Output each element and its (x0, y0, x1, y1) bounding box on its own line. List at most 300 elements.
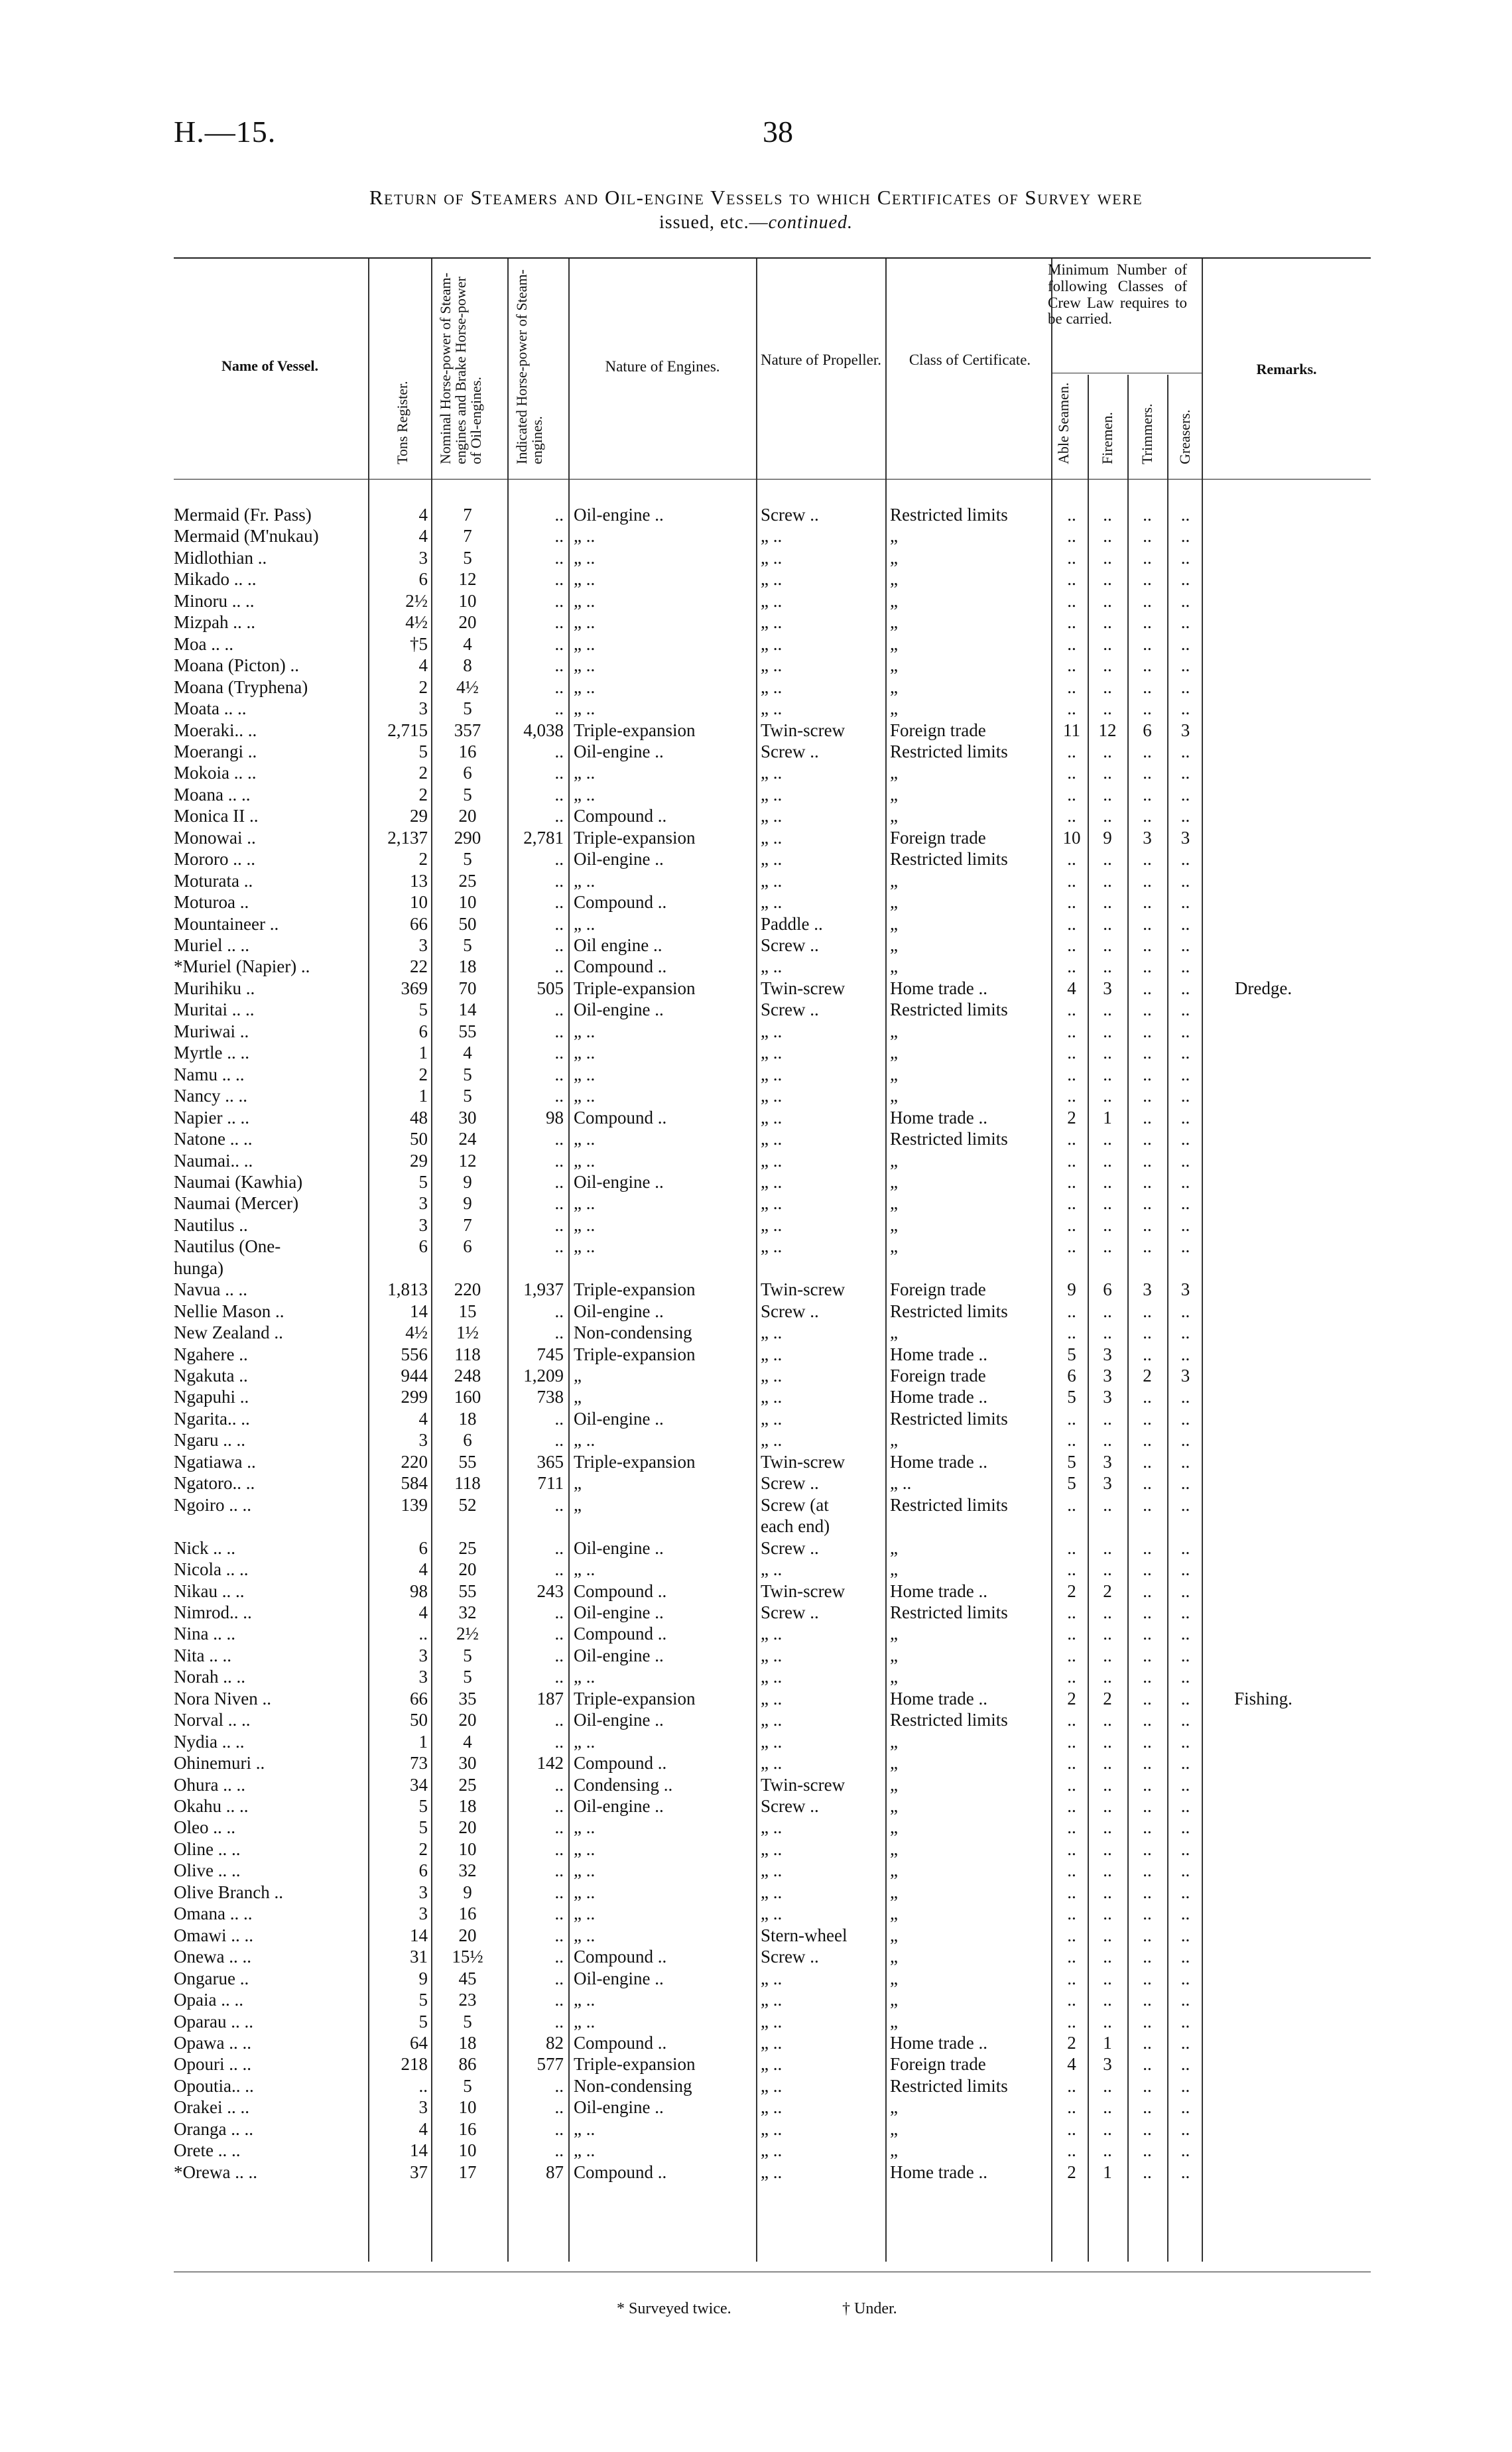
able-seamen-cell: .. (1067, 956, 1076, 977)
nature-of-propeller-cell: „ .. (761, 849, 783, 870)
indicated-horse-power-cell: .. (554, 1882, 564, 1902)
able-seamen-cell: 9 (1067, 1279, 1076, 1300)
trimmers-cell: .. (1143, 1817, 1152, 1838)
table-row (0, 1709, 1512, 1730)
firemen-cell: .. (1103, 1408, 1112, 1429)
tons-register-cell: 4 (418, 526, 428, 547)
able-seamen-cell: .. (1067, 655, 1076, 676)
trimmers-cell: .. (1143, 1387, 1152, 1407)
nature-of-propeller-cell: „ .. (761, 1086, 783, 1106)
nominal-horse-power-cell: 9 (463, 1882, 472, 1902)
greasers-cell: .. (1180, 806, 1190, 826)
indicated-horse-power-cell: .. (554, 1710, 564, 1730)
class-of-certificate-cell: Restricted limits (890, 1301, 1008, 1321)
greasers-cell: .. (1180, 1473, 1190, 1494)
greasers-cell: .. (1180, 526, 1190, 547)
nature-of-propeller-cell: „ .. (761, 1387, 783, 1407)
class-of-certificate-cell: „ (890, 677, 898, 697)
table-row (0, 1085, 1512, 1106)
vessel-name-cell: Omana .. .. (174, 1904, 253, 1924)
firemen-cell: .. (1103, 1947, 1112, 1967)
tons-register-cell: 5 (418, 1000, 428, 1020)
indicated-horse-power-cell: .. (554, 1150, 564, 1171)
tons-register-cell: 4 (418, 655, 428, 676)
vessel-name-cell: Nimrod.. .. (174, 1602, 252, 1622)
indicated-horse-power-cell: .. (554, 1774, 564, 1795)
trimmers-cell: .. (1143, 1645, 1152, 1665)
indicated-horse-power-cell: .. (554, 1408, 564, 1429)
nature-of-engines-cell: „ .. (574, 1086, 596, 1106)
nature-of-propeller-cell: „ .. (761, 2162, 783, 2182)
class-of-certificate-cell: „ (890, 1214, 898, 1235)
vessel-name-cell: Minoru .. .. (174, 590, 255, 611)
vessel-name-cell: Ongarue .. (174, 1968, 249, 1988)
firemen-cell: .. (1103, 1667, 1112, 1687)
class-of-certificate-cell: „ (890, 1537, 898, 1558)
greasers-cell: .. (1180, 1064, 1190, 1084)
trimmers-cell: .. (1143, 1710, 1152, 1730)
trimmers-cell: .. (1143, 741, 1152, 761)
tons-register-cell: 50 (410, 1710, 428, 1730)
class-of-certificate-cell: „ (890, 1645, 898, 1665)
vessel-name-cell: Nautilus (One- (174, 1236, 281, 1257)
able-seamen-cell: 4 (1067, 2054, 1076, 2075)
col-head-trimmers: Trimmers. (1139, 403, 1155, 464)
firemen-cell: .. (1103, 1236, 1112, 1257)
class-of-certificate-cell: Restricted limits (890, 1710, 1008, 1730)
class-of-certificate-cell: „ (890, 526, 898, 547)
col-head-certificate: Class of Certificate. (909, 352, 1031, 368)
greasers-cell: .. (1180, 1537, 1190, 1558)
able-seamen-cell: .. (1067, 1882, 1076, 1902)
greasers-cell: .. (1180, 1129, 1190, 1149)
trimmers-cell: .. (1143, 526, 1152, 547)
tons-register-cell: 22 (410, 956, 428, 977)
col-head-indicated-text: Indicated Horse-power of Steam-engines. (513, 269, 546, 464)
nature-of-propeller-cell: „ .. (761, 892, 783, 913)
nominal-horse-power-cell: 220 (454, 1279, 481, 1300)
table-row (0, 1429, 1512, 1451)
indicated-horse-power-cell: 98 (546, 1107, 564, 1128)
indicated-horse-power-cell: .. (554, 1129, 564, 1149)
nominal-horse-power-cell: 30 (458, 1107, 477, 1128)
firemen-cell: .. (1103, 1150, 1112, 1171)
table-row (0, 935, 1512, 956)
tons-register-cell: 1 (418, 1086, 428, 1106)
class-of-certificate-cell: „ (890, 892, 898, 913)
able-seamen-cell: .. (1067, 569, 1076, 590)
tons-register-cell: 6 (418, 1537, 428, 1558)
table-row (0, 1279, 1512, 1300)
greasers-cell: .. (1180, 2140, 1190, 2161)
vessel-name-cell: Ngapuhi .. (174, 1387, 249, 1407)
vessel-name-cell: Ohinemuri .. (174, 1753, 265, 1774)
table-row (0, 870, 1512, 891)
trimmers-cell: .. (1143, 1430, 1152, 1451)
trimmers-cell: .. (1143, 1236, 1152, 1257)
able-seamen-cell: .. (1067, 1193, 1076, 1214)
class-of-certificate-cell: „ (890, 1753, 898, 1774)
class-of-certificate-cell: „ (890, 569, 898, 590)
nature-of-propeller-cell: Screw .. (761, 505, 819, 525)
able-seamen-cell: .. (1067, 1236, 1076, 1257)
greasers-cell: .. (1180, 1387, 1190, 1407)
table-row (0, 762, 1512, 783)
tons-register-cell: 944 (401, 1366, 428, 1386)
table-row (0, 1839, 1512, 1860)
page-header-ref: H.—15. (174, 115, 277, 149)
greasers-cell: .. (1180, 1494, 1190, 1515)
greasers-cell: 3 (1180, 1279, 1190, 1300)
tons-register-cell: 3 (418, 935, 428, 955)
tons-register-cell: 3 (418, 1645, 428, 1665)
firemen-cell: .. (1103, 1214, 1112, 1235)
nominal-horse-power-cell: 9 (463, 1193, 472, 1214)
class-of-certificate-cell: „ (890, 1193, 898, 1214)
nature-of-engines-cell: Triple-expansion (574, 1344, 696, 1364)
indicated-horse-power-cell: .. (554, 1602, 564, 1622)
trimmers-cell: .. (1143, 1301, 1152, 1321)
table-row (0, 2118, 1512, 2140)
nominal-horse-power-cell: 17 (458, 2162, 477, 2182)
trimmers-cell: 3 (1143, 827, 1152, 848)
greasers-cell: .. (1180, 1710, 1190, 1730)
greasers-cell: .. (1180, 2032, 1190, 2053)
header-top-rule (174, 257, 1371, 259)
vessel-name-cell: Murihiku .. (174, 978, 255, 998)
tons-register-cell: 2 (418, 849, 428, 870)
nominal-horse-power-cell: 9 (463, 1171, 472, 1192)
greasers-cell: .. (1180, 1753, 1190, 1774)
trimmers-cell: .. (1143, 913, 1152, 934)
indicated-horse-power-cell: .. (554, 1925, 564, 1945)
able-seamen-cell: .. (1067, 1171, 1076, 1192)
class-of-certificate-cell: Home trade .. (890, 1688, 987, 1709)
tons-register-cell: 220 (401, 1451, 428, 1472)
firemen-cell: .. (1103, 892, 1112, 913)
trimmers-cell: .. (1143, 1408, 1152, 1429)
firemen-cell: .. (1103, 2075, 1112, 2096)
able-seamen-cell: .. (1067, 677, 1076, 697)
class-of-certificate-cell: Foreign trade (890, 1366, 986, 1386)
footnote-under: † Under. (842, 2300, 897, 2317)
firemen-cell: .. (1103, 913, 1112, 934)
nature-of-propeller-cell: „ .. (761, 2075, 783, 2096)
vessel-name-cell: *Orewa .. .. (174, 2162, 257, 2182)
table-row (0, 698, 1512, 719)
table-row (0, 1064, 1512, 1085)
nominal-horse-power-cell: 18 (458, 1796, 477, 1816)
greasers-cell: .. (1180, 1214, 1190, 1235)
class-of-certificate-cell: „ (890, 806, 898, 826)
nominal-horse-power-cell: 20 (458, 1925, 477, 1945)
nature-of-engines-cell: Triple-expansion (574, 978, 696, 998)
trimmers-cell: .. (1143, 2140, 1152, 2161)
trimmers-cell: .. (1143, 1494, 1152, 1515)
greasers-cell: 3 (1180, 827, 1190, 848)
table-row (0, 891, 1512, 913)
nature-of-engines-cell: „ .. (574, 547, 596, 568)
nature-of-propeller-cell: „ .. (761, 2140, 783, 2161)
indicated-horse-power-cell: .. (554, 806, 564, 826)
firemen-cell: .. (1103, 956, 1112, 977)
greasers-cell: .. (1180, 2097, 1190, 2118)
able-seamen-cell: .. (1067, 612, 1076, 633)
greasers-cell: .. (1180, 913, 1190, 934)
nature-of-engines-cell: Triple-expansion (574, 1688, 696, 1709)
class-of-certificate-cell: Restricted limits (890, 1494, 1008, 1515)
tons-register-cell: 6 (418, 1860, 428, 1881)
vessel-name-cell: Norah .. .. (174, 1667, 245, 1687)
firemen-cell: 1 (1103, 2032, 1112, 2053)
able-seamen-cell: .. (1067, 505, 1076, 525)
tons-register-cell: 584 (401, 1473, 428, 1494)
able-seamen-cell: .. (1067, 849, 1076, 870)
indicated-horse-power-cell: .. (554, 2011, 564, 2032)
able-seamen-cell: 6 (1067, 1366, 1076, 1386)
greasers-cell: .. (1180, 1451, 1190, 1472)
table-row (0, 1150, 1512, 1171)
able-seamen-cell: .. (1067, 1860, 1076, 1881)
trimmers-cell: .. (1143, 1064, 1152, 1084)
firemen-cell: .. (1103, 1000, 1112, 1020)
firemen-cell: .. (1103, 1494, 1112, 1515)
indicated-horse-power-cell: 505 (536, 978, 564, 998)
greasers-cell: .. (1180, 1817, 1190, 1838)
indicated-horse-power-cell: .. (554, 547, 564, 568)
vessel-name-cell: Mikado .. .. (174, 569, 257, 590)
nature-of-propeller-cell: „ .. (761, 1968, 783, 1988)
nature-of-engines-cell: „ (574, 1387, 582, 1407)
firemen-cell: 9 (1103, 827, 1112, 848)
trimmers-cell: .. (1143, 956, 1152, 977)
nature-of-engines-cell: „ .. (574, 677, 596, 697)
class-of-certificate-cell: Restricted limits (890, 2075, 1008, 2096)
nominal-horse-power-cell: 5 (463, 935, 472, 955)
greasers-cell: .. (1180, 1774, 1190, 1795)
table-row (0, 1322, 1512, 1343)
indicated-horse-power-cell: .. (554, 1323, 564, 1343)
nominal-horse-power-cell: 118 (454, 1344, 481, 1364)
greasers-cell: .. (1180, 1796, 1190, 1816)
vessel-name-cell: Mountaineer .. (174, 913, 279, 934)
firemen-cell: .. (1103, 1839, 1112, 1859)
able-seamen-cell: 5 (1067, 1344, 1076, 1364)
trimmers-cell: .. (1143, 1129, 1152, 1149)
greasers-cell: .. (1180, 1107, 1190, 1128)
vessel-name-cell: Oparau .. .. (174, 2011, 253, 2032)
firemen-cell: .. (1103, 806, 1112, 826)
indicated-horse-power-cell: .. (554, 1947, 564, 1967)
greasers-cell: .. (1180, 978, 1190, 998)
greasers-cell: .. (1180, 1904, 1190, 1924)
nature-of-engines-cell: „ .. (574, 1882, 596, 1902)
firemen-cell: 1 (1103, 1107, 1112, 1128)
tons-register-cell: 4 (418, 1408, 428, 1429)
nominal-horse-power-cell: 35 (458, 1688, 477, 1709)
table-row (0, 2053, 1512, 2075)
table-row (0, 1042, 1512, 1063)
class-of-certificate-cell: Home trade .. (890, 1107, 987, 1128)
nominal-horse-power-cell: 5 (463, 2011, 472, 2032)
nominal-horse-power-cell: 1½ (456, 1323, 479, 1343)
nature-of-propeller-cell: „ .. (761, 590, 783, 611)
trimmers-cell: .. (1143, 978, 1152, 998)
vessel-name-cell: Moeraki.. .. (174, 720, 257, 740)
able-seamen-cell: .. (1067, 2118, 1076, 2139)
greasers-cell: .. (1180, 655, 1190, 676)
class-of-certificate-cell: „ (890, 655, 898, 676)
greasers-cell: .. (1180, 1688, 1190, 1709)
vessel-name-cell: Navua .. .. (174, 1279, 247, 1300)
indicated-horse-power-cell: .. (554, 1086, 564, 1106)
trimmers-cell: .. (1143, 1451, 1152, 1472)
trimmers-cell: .. (1143, 1796, 1152, 1816)
class-of-certificate-cell: „ (890, 763, 898, 783)
indicated-horse-power-cell: .. (554, 612, 564, 633)
able-seamen-cell: .. (1067, 1323, 1076, 1343)
table-row (0, 1214, 1512, 1236)
nature-of-engines-cell: „ .. (574, 1817, 596, 1838)
vessel-name-cell: Orete .. .. (174, 2140, 241, 2161)
nature-of-propeller-cell: „ .. (761, 1150, 783, 1171)
table-row (0, 1882, 1512, 1903)
nature-of-propeller-cell: „ .. (761, 1214, 783, 1235)
greasers-cell: 3 (1180, 1366, 1190, 1386)
trimmers-cell: .. (1143, 1086, 1152, 1106)
table-subtitle (172, 212, 1340, 233)
nature-of-engines-cell: Triple-expansion (574, 2054, 696, 2075)
tons-register-cell: 4 (418, 505, 428, 525)
nominal-horse-power-cell: 2½ (456, 1624, 479, 1644)
nature-of-propeller-cell: „ .. (761, 1559, 783, 1580)
firemen-cell: .. (1103, 1323, 1112, 1343)
indicated-horse-power-cell: .. (554, 956, 564, 977)
nature-of-propeller-cell: „ .. (761, 2097, 783, 2118)
nominal-horse-power-cell: 23 (458, 1990, 477, 2010)
table-row (0, 1581, 1512, 1602)
class-of-certificate-cell: „ .. (890, 1473, 912, 1494)
table-row (0, 913, 1512, 935)
table-row (0, 677, 1512, 698)
class-of-certificate-cell: „ (890, 1796, 898, 1816)
table-row (0, 1623, 1512, 1644)
indicated-horse-power-cell: .. (554, 763, 564, 783)
nominal-horse-power-cell: 4 (463, 1731, 472, 1752)
nature-of-engines-cell: „ .. (574, 1193, 596, 1214)
able-seamen-cell: .. (1067, 526, 1076, 547)
able-seamen-cell: .. (1067, 633, 1076, 654)
table-row (0, 655, 1512, 676)
indicated-horse-power-cell: .. (554, 784, 564, 805)
tons-register-cell: 556 (401, 1344, 428, 1364)
table-row (0, 612, 1512, 633)
nominal-horse-power-cell: 16 (458, 2118, 477, 2139)
indicated-horse-power-cell: .. (554, 1904, 564, 1924)
nominal-horse-power-cell: 357 (454, 720, 481, 740)
nature-of-engines-cell: Oil-engine .. (574, 1710, 664, 1730)
able-seamen-cell: 2 (1067, 1688, 1076, 1709)
nominal-horse-power-cell: 55 (458, 1451, 477, 1472)
firemen-cell: .. (1103, 741, 1112, 761)
tons-register-cell: 218 (401, 2054, 428, 2075)
vessel-name-cell: Nellie Mason .. (174, 1301, 284, 1321)
trimmers-cell: .. (1143, 1107, 1152, 1128)
indicated-horse-power-cell: .. (554, 2097, 564, 2118)
tons-register-cell: 3 (418, 2097, 428, 2118)
nominal-horse-power-cell: 248 (454, 1366, 481, 1386)
firemen-cell: .. (1103, 1021, 1112, 1041)
nominal-horse-power-cell: 16 (458, 1904, 477, 1924)
class-of-certificate-cell: „ (890, 1064, 898, 1084)
nature-of-propeller-cell: „ .. (761, 698, 783, 719)
class-of-certificate-cell: Restricted limits (890, 505, 1008, 525)
nature-of-engines-cell: „ .. (574, 1064, 596, 1084)
nominal-horse-power-cell: 10 (458, 2140, 477, 2161)
greasers-cell: .. (1180, 569, 1190, 590)
greasers-cell: .. (1180, 1925, 1190, 1945)
trimmers-cell: .. (1143, 677, 1152, 697)
nature-of-engines-cell: „ .. (574, 1214, 596, 1235)
trimmers-cell: .. (1143, 1990, 1152, 2010)
greasers-cell: .. (1180, 1344, 1190, 1364)
indicated-horse-power-cell: 2,781 (523, 827, 564, 848)
nature-of-engines-cell: „ .. (574, 1236, 596, 1257)
firemen-cell: .. (1103, 1129, 1112, 1149)
nominal-horse-power-cell: 4 (463, 1043, 472, 1063)
nature-of-engines-cell: „ .. (574, 913, 596, 934)
indicated-horse-power-cell: .. (554, 1839, 564, 1859)
nature-of-propeller-cell: „ .. (761, 1129, 783, 1149)
nominal-horse-power-cell: 45 (458, 1968, 477, 1988)
vessel-name-cell: Moa .. .. (174, 633, 233, 654)
able-seamen-cell: .. (1067, 1968, 1076, 1988)
nominal-horse-power-cell: 7 (463, 505, 472, 525)
indicated-horse-power-cell: .. (554, 1624, 564, 1644)
nature-of-engines-cell: „ .. (574, 1731, 596, 1752)
indicated-horse-power-cell: .. (554, 2140, 564, 2161)
vessel-name-cell: Omawi .. .. (174, 1925, 253, 1945)
page-number: 38 (763, 115, 793, 149)
firemen-cell: .. (1103, 2118, 1112, 2139)
able-seamen-cell: .. (1067, 763, 1076, 783)
greasers-cell: .. (1180, 1667, 1190, 1687)
table-row (0, 805, 1512, 826)
firemen-cell: .. (1103, 1086, 1112, 1106)
tons-register-cell: 2 (418, 1839, 428, 1859)
nature-of-propeller-cell: „ .. (761, 1107, 783, 1128)
col-head-indicated (514, 265, 544, 464)
indicated-horse-power-cell: 577 (536, 2054, 564, 2075)
indicated-horse-power-cell: .. (554, 1430, 564, 1451)
class-of-certificate-cell: Home trade .. (890, 978, 987, 998)
col-head-remarks: Remarks. (1256, 361, 1317, 377)
firemen-cell: .. (1103, 633, 1112, 654)
class-of-certificate-cell: Foreign trade (890, 2054, 986, 2075)
indicated-horse-power-cell: .. (554, 1860, 564, 1881)
nature-of-propeller-cell: „ .. (761, 870, 783, 891)
tons-register-cell: 5 (418, 1171, 428, 1192)
firemen-cell: .. (1103, 2097, 1112, 2118)
vessel-name-cell: Ngaru .. .. (174, 1430, 245, 1451)
nature-of-engines-cell: Oil-engine .. (574, 1301, 664, 1321)
nature-of-propeller-cell: „ .. (761, 569, 783, 590)
firemen-cell: .. (1103, 1731, 1112, 1752)
class-of-certificate-cell: „ (890, 1925, 898, 1945)
nature-of-propeller-cell: Screw .. (761, 741, 819, 761)
greasers-cell: .. (1180, 677, 1190, 697)
indicated-horse-power-cell: .. (554, 633, 564, 654)
